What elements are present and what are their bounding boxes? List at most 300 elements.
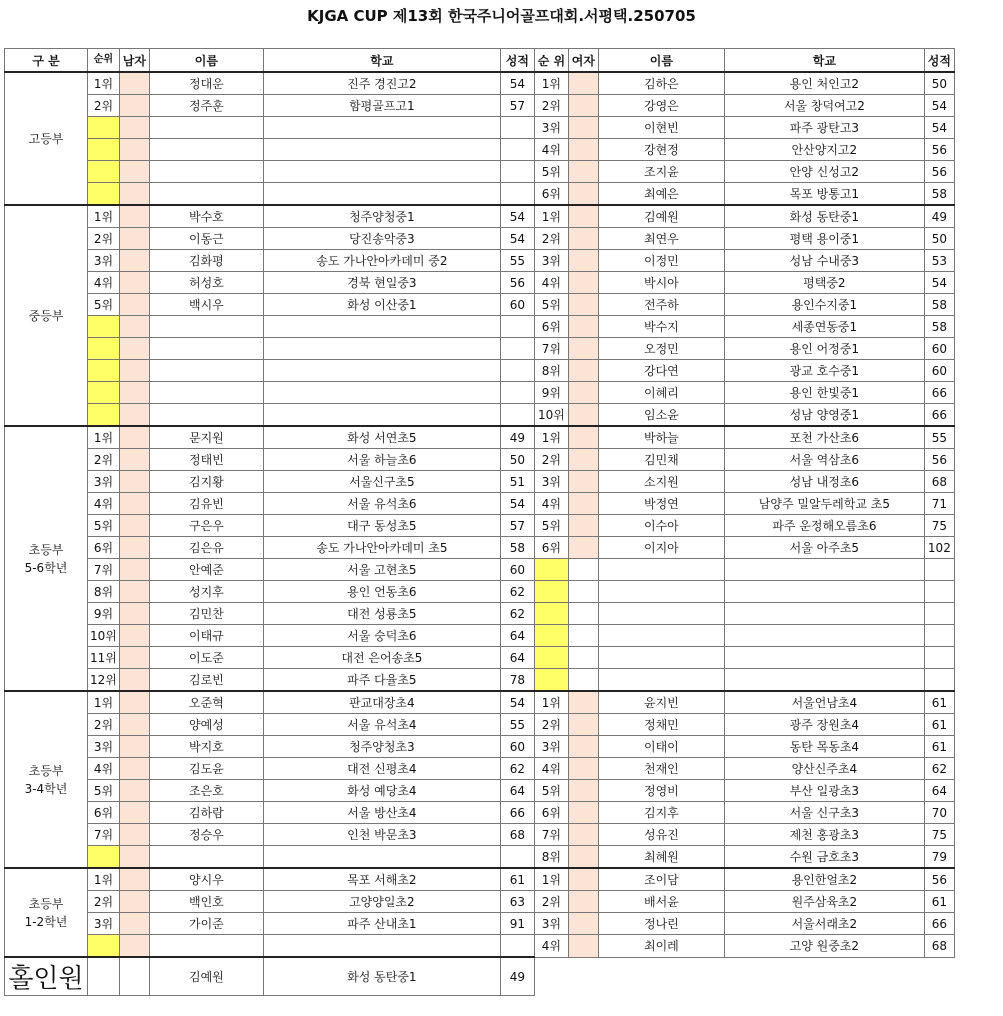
hole-in-one-empty-4	[724, 957, 924, 996]
female-school: 목포 방통고1	[724, 183, 924, 206]
male-score	[500, 161, 534, 183]
male-rank: 3위	[88, 250, 120, 272]
female-school: 성남 내정초6	[724, 471, 924, 493]
female-school: 남양주 밀알두레학교 초5	[724, 493, 924, 515]
male-name: 정주훈	[149, 95, 263, 117]
male-name: 백인호	[149, 891, 263, 913]
header-name-male: 이름	[149, 49, 263, 73]
male-name	[149, 183, 263, 206]
male-rank: 1위	[88, 868, 120, 891]
male-name	[149, 360, 263, 382]
female-rank: 4위	[534, 272, 568, 294]
male-gender-cell	[119, 426, 149, 449]
female-name: 배서윤	[598, 891, 724, 913]
female-name: 임소윤	[598, 404, 724, 427]
table-row	[5, 736, 955, 758]
female-rank: 2위	[534, 714, 568, 736]
male-score	[500, 404, 534, 427]
male-name	[149, 935, 263, 958]
hole-in-one-name: 김예원	[149, 957, 263, 996]
table-row	[5, 493, 955, 515]
female-gender-cell	[568, 714, 598, 736]
female-score	[924, 625, 954, 647]
female-school: 원주삼육초2	[724, 891, 924, 913]
male-school	[263, 139, 500, 161]
female-gender-cell	[568, 205, 598, 228]
male-school: 판교대장초4	[263, 691, 500, 714]
male-name: 김하람	[149, 802, 263, 824]
female-name: 오정민	[598, 338, 724, 360]
female-name: 이지아	[598, 537, 724, 559]
female-score: 50	[924, 72, 954, 95]
female-score: 54	[924, 117, 954, 139]
female-name	[598, 669, 724, 692]
female-rank: 3위	[534, 913, 568, 935]
male-gender-cell	[119, 824, 149, 846]
male-name: 박지호	[149, 736, 263, 758]
female-name: 최혜원	[598, 846, 724, 869]
header-score-male: 성적	[500, 49, 534, 73]
female-score: 53	[924, 250, 954, 272]
male-rank: 11위	[88, 647, 120, 669]
female-name: 김하은	[598, 72, 724, 95]
male-gender-cell	[119, 294, 149, 316]
table-row	[5, 537, 955, 559]
male-rank	[88, 161, 120, 183]
male-gender-cell	[119, 537, 149, 559]
female-name: 박수지	[598, 316, 724, 338]
male-rank: 10위	[88, 625, 120, 647]
female-score: 66	[924, 404, 954, 427]
female-gender-cell	[568, 581, 598, 603]
table-row	[5, 117, 955, 139]
female-score	[924, 669, 954, 692]
female-rank	[534, 559, 568, 581]
female-score: 61	[924, 736, 954, 758]
male-gender-cell	[119, 95, 149, 117]
header-category: 구 분	[5, 49, 88, 73]
female-score: 61	[924, 691, 954, 714]
female-rank: 3위	[534, 117, 568, 139]
male-score	[500, 316, 534, 338]
female-gender-cell	[568, 338, 598, 360]
female-gender-cell	[568, 316, 598, 338]
female-school: 성남 양영중1	[724, 404, 924, 427]
male-score: 64	[500, 647, 534, 669]
female-score	[924, 647, 954, 669]
male-rank: 7위	[88, 559, 120, 581]
male-school: 함평골프고1	[263, 95, 500, 117]
male-rank: 3위	[88, 913, 120, 935]
table-row	[5, 139, 955, 161]
female-score: 58	[924, 316, 954, 338]
female-name: 전주하	[598, 294, 724, 316]
header-rank-male: 순위	[88, 49, 120, 73]
female-gender-cell	[568, 824, 598, 846]
category-label: 중등부	[5, 205, 88, 426]
male-school: 화성 이산중1	[263, 294, 500, 316]
male-name	[149, 338, 263, 360]
female-rank: 2위	[534, 95, 568, 117]
male-name	[149, 846, 263, 869]
male-school	[263, 935, 500, 958]
female-gender-cell	[568, 493, 598, 515]
male-rank: 2위	[88, 228, 120, 250]
male-rank: 5위	[88, 515, 120, 537]
hole-in-one-empty-1	[534, 957, 568, 996]
male-score: 78	[500, 669, 534, 692]
female-school	[724, 581, 924, 603]
male-school: 청주양청중1	[263, 205, 500, 228]
male-school: 서울 숭덕초6	[263, 625, 500, 647]
female-rank	[534, 669, 568, 692]
male-name: 이동근	[149, 228, 263, 250]
female-score: 56	[924, 161, 954, 183]
female-gender-cell	[568, 625, 598, 647]
male-name	[149, 139, 263, 161]
male-school: 서울 하늘초6	[263, 449, 500, 471]
female-score: 102	[924, 537, 954, 559]
male-school: 송도 가나안아카데미 중2	[263, 250, 500, 272]
male-school: 고양양일초2	[263, 891, 500, 913]
male-gender-cell	[119, 360, 149, 382]
male-school: 서울 유석초4	[263, 714, 500, 736]
male-name	[149, 382, 263, 404]
female-gender-cell	[568, 603, 598, 625]
table-row	[5, 338, 955, 360]
female-school: 성남 수내중3	[724, 250, 924, 272]
female-rank: 6위	[534, 316, 568, 338]
male-rank: 3위	[88, 471, 120, 493]
female-name: 최연우	[598, 228, 724, 250]
table-row	[5, 714, 955, 736]
hole-in-one-school: 화성 동탄중1	[263, 957, 500, 996]
female-gender-cell	[568, 449, 598, 471]
male-gender-cell	[119, 117, 149, 139]
male-rank: 8위	[88, 581, 120, 603]
female-rank: 1위	[534, 691, 568, 714]
female-score: 62	[924, 758, 954, 780]
female-school: 세종연동중1	[724, 316, 924, 338]
male-score: 63	[500, 891, 534, 913]
female-name: 성유진	[598, 824, 724, 846]
female-name: 김민채	[598, 449, 724, 471]
table-row	[5, 228, 955, 250]
female-name: 김예원	[598, 205, 724, 228]
header-score-female: 성적	[924, 49, 954, 73]
female-school	[724, 603, 924, 625]
male-school	[263, 316, 500, 338]
male-score: 64	[500, 780, 534, 802]
male-gender-cell	[119, 935, 149, 958]
female-rank: 4위	[534, 758, 568, 780]
male-school: 인천 박문초3	[263, 824, 500, 846]
male-gender-cell	[119, 515, 149, 537]
female-name	[598, 581, 724, 603]
female-name: 정영비	[598, 780, 724, 802]
male-gender-cell	[119, 714, 149, 736]
female-score: 56	[924, 139, 954, 161]
female-school: 파주 광탄고3	[724, 117, 924, 139]
male-score: 49	[500, 426, 534, 449]
female-score: 71	[924, 493, 954, 515]
female-rank: 9위	[534, 382, 568, 404]
female-school: 안양 신성고2	[724, 161, 924, 183]
female-name: 강영은	[598, 95, 724, 117]
female-gender-cell	[568, 758, 598, 780]
male-gender-cell	[119, 758, 149, 780]
female-gender-cell	[568, 669, 598, 692]
hole-in-one-rank	[88, 957, 120, 996]
male-name: 가이준	[149, 913, 263, 935]
male-gender-cell	[119, 72, 149, 95]
female-rank: 1위	[534, 426, 568, 449]
header-school-female: 학교	[724, 49, 924, 73]
female-gender-cell	[568, 846, 598, 869]
male-gender-cell	[119, 183, 149, 206]
table-row	[5, 935, 955, 958]
female-rank: 4위	[534, 493, 568, 515]
female-rank: 2위	[534, 449, 568, 471]
results-table	[4, 48, 955, 996]
male-school: 대전 성룡초5	[263, 603, 500, 625]
male-gender-cell	[119, 603, 149, 625]
female-gender-cell	[568, 935, 598, 958]
male-rank: 9위	[88, 603, 120, 625]
female-gender-cell	[568, 471, 598, 493]
female-rank: 3위	[534, 471, 568, 493]
table-row	[5, 294, 955, 316]
male-gender-cell	[119, 493, 149, 515]
female-rank: 1위	[534, 72, 568, 95]
male-score	[500, 360, 534, 382]
female-score: 68	[924, 935, 954, 958]
table-row	[5, 72, 955, 95]
male-score: 54	[500, 493, 534, 515]
female-name: 소지원	[598, 471, 724, 493]
female-school: 용인 어정중1	[724, 338, 924, 360]
male-score: 55	[500, 250, 534, 272]
female-score: 55	[924, 426, 954, 449]
table-row	[5, 449, 955, 471]
female-gender-cell	[568, 537, 598, 559]
male-school: 서울 고현초5	[263, 559, 500, 581]
male-name: 양예성	[149, 714, 263, 736]
table-row	[5, 515, 955, 537]
table-row	[5, 426, 955, 449]
female-school: 포천 가산초6	[724, 426, 924, 449]
male-rank: 1위	[88, 205, 120, 228]
male-gender-cell	[119, 272, 149, 294]
female-school	[724, 669, 924, 692]
female-school: 서울 신구초3	[724, 802, 924, 824]
female-school: 파주 운정해오름초6	[724, 515, 924, 537]
results-body	[5, 72, 955, 957]
female-school: 용인 한빛중1	[724, 382, 924, 404]
female-rank: 5위	[534, 294, 568, 316]
male-school: 화성 예당초4	[263, 780, 500, 802]
male-school	[263, 161, 500, 183]
male-gender-cell	[119, 736, 149, 758]
header-rank-female: 순 위	[534, 49, 568, 73]
male-rank: 6위	[88, 537, 120, 559]
female-rank	[534, 625, 568, 647]
male-score: 54	[500, 72, 534, 95]
female-name: 이정민	[598, 250, 724, 272]
male-name: 양시우	[149, 868, 263, 891]
male-rank	[88, 382, 120, 404]
female-score: 70	[924, 802, 954, 824]
female-rank: 3위	[534, 736, 568, 758]
male-name: 이도준	[149, 647, 263, 669]
male-score	[500, 183, 534, 206]
female-gender-cell	[568, 382, 598, 404]
male-rank: 1위	[88, 426, 120, 449]
male-school: 진주 경진고2	[263, 72, 500, 95]
hole-in-one-empty-2	[568, 957, 598, 996]
male-rank	[88, 316, 120, 338]
male-gender-cell	[119, 868, 149, 891]
male-name: 허성호	[149, 272, 263, 294]
female-score: 58	[924, 183, 954, 206]
male-name	[149, 316, 263, 338]
hole-in-one-empty-3	[598, 957, 724, 996]
female-name: 강다연	[598, 360, 724, 382]
female-name: 최예은	[598, 183, 724, 206]
female-rank: 8위	[534, 846, 568, 869]
male-gender-cell	[119, 559, 149, 581]
male-rank	[88, 117, 120, 139]
female-name: 강현정	[598, 139, 724, 161]
female-name: 박하늘	[598, 426, 724, 449]
table-row	[5, 691, 955, 714]
female-score: 75	[924, 515, 954, 537]
male-rank: 4위	[88, 272, 120, 294]
table-row	[5, 868, 955, 891]
male-score	[500, 139, 534, 161]
female-school: 서울 창덕여고2	[724, 95, 924, 117]
male-gender-cell	[119, 581, 149, 603]
table-row	[5, 95, 955, 117]
male-gender-cell	[119, 471, 149, 493]
female-gender-cell	[568, 72, 598, 95]
male-school: 파주 다율초5	[263, 669, 500, 692]
male-score: 62	[500, 603, 534, 625]
table-row	[5, 382, 955, 404]
female-name	[598, 603, 724, 625]
table-row	[5, 846, 955, 869]
empty-row	[0, 32, 1003, 48]
female-score: 60	[924, 338, 954, 360]
female-score	[924, 559, 954, 581]
male-name: 정태빈	[149, 449, 263, 471]
male-gender-cell	[119, 139, 149, 161]
female-rank: 4위	[534, 139, 568, 161]
male-school: 서울 유석초6	[263, 493, 500, 515]
female-school: 서울 아주초5	[724, 537, 924, 559]
male-name: 정대운	[149, 72, 263, 95]
male-school: 청주양청초3	[263, 736, 500, 758]
male-score: 51	[500, 471, 534, 493]
category-label: 초등부 1-2학년	[5, 868, 88, 957]
male-rank: 2위	[88, 891, 120, 913]
hole-in-one-label: 홀인원	[5, 957, 88, 996]
female-name	[598, 625, 724, 647]
male-score: 62	[500, 581, 534, 603]
male-name: 김민찬	[149, 603, 263, 625]
female-gender-cell	[568, 117, 598, 139]
male-gender-cell	[119, 316, 149, 338]
female-name: 천재인	[598, 758, 724, 780]
male-name: 박수호	[149, 205, 263, 228]
male-rank: 7위	[88, 824, 120, 846]
table-row	[5, 205, 955, 228]
male-rank: 6위	[88, 802, 120, 824]
female-school: 서울서래초2	[724, 913, 924, 935]
male-score: 64	[500, 625, 534, 647]
female-gender-cell	[568, 515, 598, 537]
male-score: 61	[500, 868, 534, 891]
category-label: 초등부 5-6학년	[5, 426, 88, 691]
male-rank	[88, 139, 120, 161]
male-school: 당진송악중3	[263, 228, 500, 250]
female-score: 56	[924, 449, 954, 471]
sheet-title: KJGA CUP 제13회 한국주니어골프대회.서평택.250705	[307, 7, 696, 25]
female-school: 안산양지고2	[724, 139, 924, 161]
female-gender-cell	[568, 913, 598, 935]
male-gender-cell	[119, 228, 149, 250]
table-row	[5, 625, 955, 647]
female-rank: 2위	[534, 228, 568, 250]
male-school	[263, 404, 500, 427]
male-score: 50	[500, 449, 534, 471]
male-rank	[88, 183, 120, 206]
male-score: 54	[500, 228, 534, 250]
male-score: 91	[500, 913, 534, 935]
male-name: 김지황	[149, 471, 263, 493]
female-gender-cell	[568, 161, 598, 183]
male-rank: 2위	[88, 714, 120, 736]
female-score: 79	[924, 846, 954, 869]
male-score: 62	[500, 758, 534, 780]
female-score: 54	[924, 272, 954, 294]
female-name: 조지윤	[598, 161, 724, 183]
header-male: 남자	[119, 49, 149, 73]
male-school: 화성 서연초5	[263, 426, 500, 449]
male-score: 60	[500, 736, 534, 758]
female-name	[598, 559, 724, 581]
female-school: 제천 홍광초3	[724, 824, 924, 846]
male-name: 김화평	[149, 250, 263, 272]
table-row	[5, 272, 955, 294]
female-school: 서울 역삼초6	[724, 449, 924, 471]
male-name: 성지후	[149, 581, 263, 603]
male-gender-cell	[119, 161, 149, 183]
header-school-male: 학교	[263, 49, 500, 73]
female-rank: 5위	[534, 515, 568, 537]
male-name: 조은호	[149, 780, 263, 802]
female-score: 56	[924, 868, 954, 891]
female-rank: 1위	[534, 205, 568, 228]
male-school: 서울신구초5	[263, 471, 500, 493]
male-name: 정승우	[149, 824, 263, 846]
hole-in-one-gender	[119, 957, 149, 996]
female-school: 광교 호수중1	[724, 360, 924, 382]
female-score: 58	[924, 294, 954, 316]
female-name: 정채민	[598, 714, 724, 736]
male-rank	[88, 935, 120, 958]
male-score	[500, 338, 534, 360]
